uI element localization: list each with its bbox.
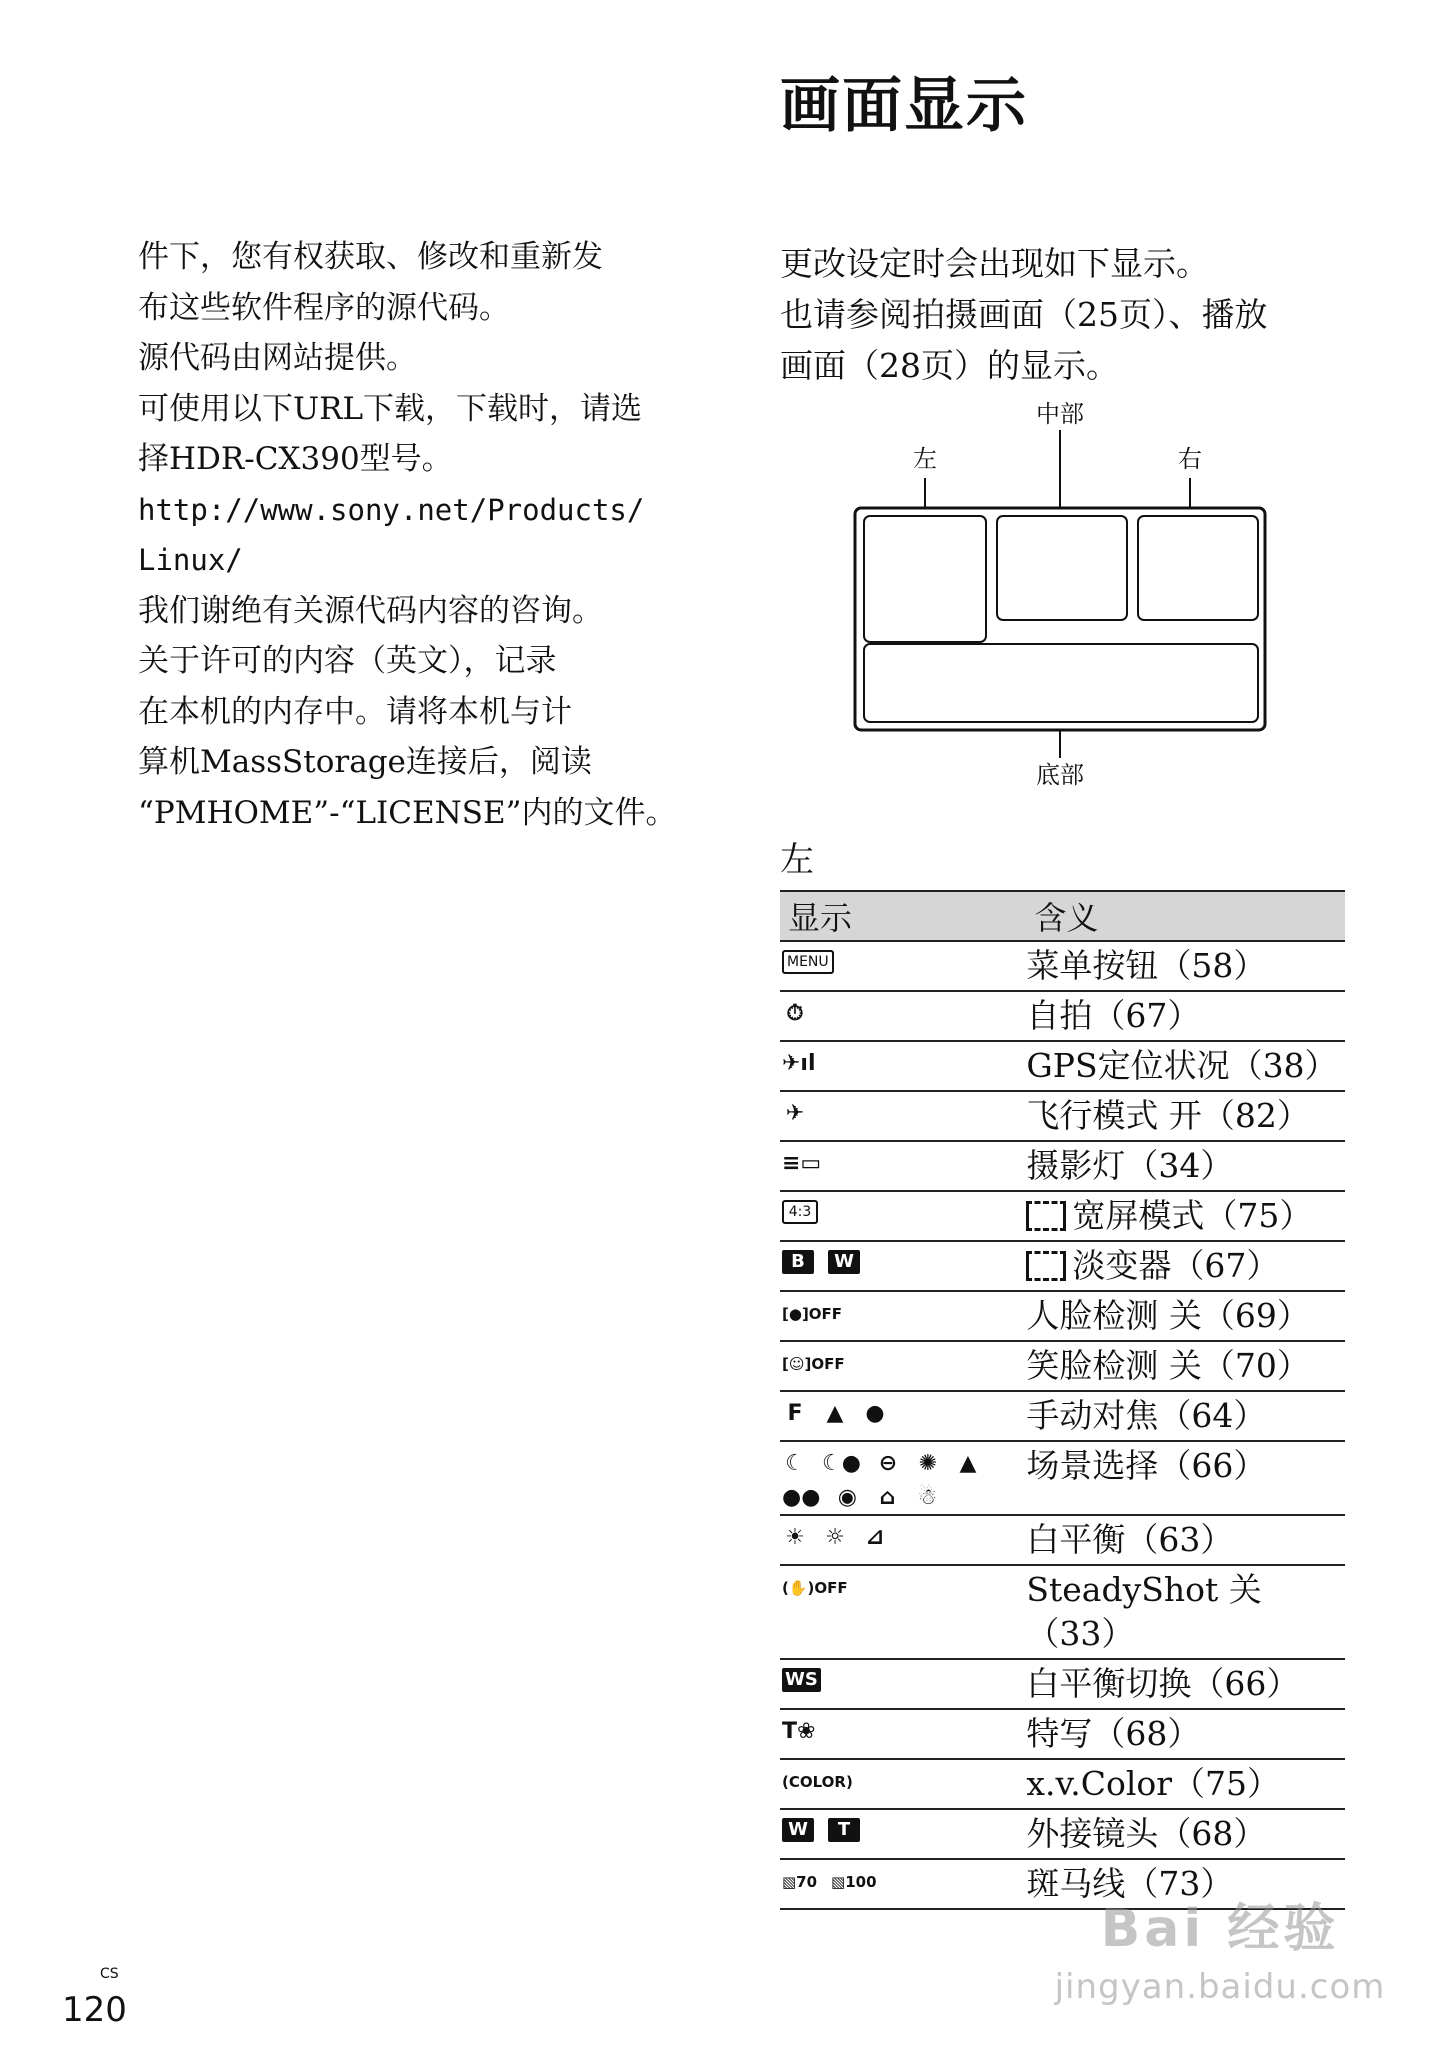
fireworks-icon: ✺ [918,1451,938,1476]
table-header-row [780,891,1345,941]
outdoor-wb-icon: ☀ [785,1525,805,1550]
table-row [780,1391,1345,1441]
xv-color-icon: (COLOR) [782,1772,853,1791]
meaning-cell: 手动对焦（64） [1026,1391,1345,1441]
meaning-cell: 白平衡（63） [1026,1515,1345,1565]
conversion-lens-wide-icon: W [782,1818,814,1842]
intro-text [780,238,1360,391]
table-row [780,1709,1345,1759]
meaning-cell: 特写（68） [1026,1709,1345,1759]
table-row [780,1659,1345,1709]
table-row [780,1191,1345,1241]
table-row [780,1241,1345,1291]
area-right [1138,516,1258,620]
intro-line: 更改设定时会出现如下显示。 [780,244,1209,283]
self-timer-icon: ⏱ [786,1001,804,1026]
area-left [864,516,986,642]
indoor-wb-icon: ☼ [825,1525,845,1550]
watermark-url: jingyan.baidu.com [1054,1967,1386,2007]
label-left: 左 [913,445,937,473]
movie-film-icon [1026,1251,1066,1281]
conversion-lens-tele-icon: T [828,1818,860,1842]
meaning-cell: 外接镜头（68） [1026,1809,1345,1859]
portrait-icon: ●● [782,1485,821,1510]
smile-detection-off-icon: [☺]OFF [782,1354,845,1373]
watermark-logo: Bai 经验 [1100,1899,1340,1959]
table-row [780,1091,1345,1141]
aspect-ratio-icon: 4:3 [782,1200,818,1224]
meaning-cell: 飞行模式 开（82） [1026,1091,1345,1141]
zebra-100-icon: ▧100 [831,1872,877,1891]
page-number: 120 [62,1990,127,2030]
snow-icon: ☃ [917,1485,938,1510]
video-light-icon: ≡▭ [782,1151,822,1176]
meaning-cell: SteadyShot 关 （33） [1026,1565,1345,1659]
section-heading: 左 [780,840,814,880]
movie-film-icon [1026,1201,1066,1231]
table-row [780,991,1345,1041]
airplane-mode-icon: ✈ [785,1101,805,1126]
meaning-cell: 菜单按钮（58） [1026,941,1345,991]
watermark [1010,1886,1430,2007]
landscape-icon: ▲ [959,1451,977,1476]
table-row [780,1141,1345,1191]
meaning-cell: 笑脸检测 关（70） [1026,1341,1345,1391]
focus-far-icon: ▲ [826,1401,844,1426]
meaning-cell: 场景选择（66） [1026,1441,1345,1515]
text-line: 我们谢绝有关源代码内容的咨询。 [138,592,603,629]
meaning-cell: 人脸检测 关（69） [1026,1291,1345,1341]
night-portrait-icon: ☾● [822,1451,861,1476]
text-line: 择HDR-CX390型号。 [138,441,453,477]
focus-near-icon: ● [865,1401,885,1426]
table-row [780,1515,1345,1565]
intro-line: 也请参阅拍摄画面（25页）、播放 [780,295,1268,334]
header-meaning: 含义 [1026,891,1345,941]
text-line: 可使用以下URL下载，下载时，请选 [138,390,643,427]
night-scene-icon: ☾ [785,1451,805,1476]
page-lang-code: CS [100,1966,119,1982]
indicator-table [780,890,1345,1910]
text-line: 源代码由网站提供。 [138,340,417,376]
meaning-cell: 摄影灯（34） [1026,1141,1345,1191]
url-line[interactable]: http://www.sony.net/Products/ [138,492,645,527]
meaning-cell: 宽屏模式（75） [1072,1196,1313,1235]
label-bottom: 底部 [1036,761,1084,789]
text-line: 算机MassStorage连接后，阅读 [138,744,592,780]
meaning-cell: GPS定位状况（38） [1026,1041,1345,1091]
one-push-wb-icon: ⊿ [865,1525,885,1550]
table-row [780,1759,1345,1809]
meaning-cell: 自拍（67） [1026,991,1345,1041]
area-bottom [864,644,1258,722]
text-line: 关于许可的内容（英文），记录 [138,643,557,679]
text-line: 在本机的内存中。请将本机与计 [138,693,572,730]
manual-focus-icon: F [787,1401,803,1426]
table-row [780,1341,1345,1391]
area-center [997,516,1127,620]
fader-black-icon: B [782,1250,814,1274]
zebra-70-icon: ▧70 [782,1872,818,1891]
table-row [780,1041,1345,1091]
label-right: 右 [1178,445,1202,473]
menu-icon: MENU [782,950,834,974]
meaning-cell: x.v.Color（75） [1026,1759,1345,1809]
license-text [138,232,698,838]
screen-layout-diagram [850,390,1290,810]
text-line: 布这些软件程序的源代码。 [138,289,510,326]
wb-shift-icon: WS [782,1668,821,1692]
text-line: “PMHOME”-“LICENSE”内的文件。 [138,794,677,831]
sunrise-sunset-icon: ⊖ [878,1451,898,1476]
url-line[interactable]: Linux/ [138,543,243,577]
table-row [780,1565,1345,1659]
table-row [780,1291,1345,1341]
tele-macro-icon: T❀ [782,1719,816,1744]
label-center: 中部 [1036,400,1084,428]
meaning-cell: 斑马线（73） [1026,1859,1345,1909]
intro-line: 画面（28页）的显示。 [780,346,1119,385]
text-line: 件下，您有权获取、修改和重新发 [138,239,603,275]
table-row [780,941,1345,991]
gps-signal-icon: ✈ıl [782,1051,816,1076]
fader-white-icon: W [828,1250,860,1274]
header-indicator: 显示 [780,891,1026,941]
table-row [780,1809,1345,1859]
steadyshot-off-icon: (✋)OFF [782,1578,848,1597]
spotlight-icon: ◉ [837,1485,857,1510]
page-title: 画面显示 [780,71,1028,141]
beach-icon: ⌂ [879,1485,896,1510]
meaning-cell: 白平衡切换（66） [1026,1659,1345,1709]
meaning-cell: 淡变器（67） [1072,1246,1280,1285]
face-detection-off-icon: [●]OFF [782,1304,843,1323]
table-row [780,1441,1345,1515]
